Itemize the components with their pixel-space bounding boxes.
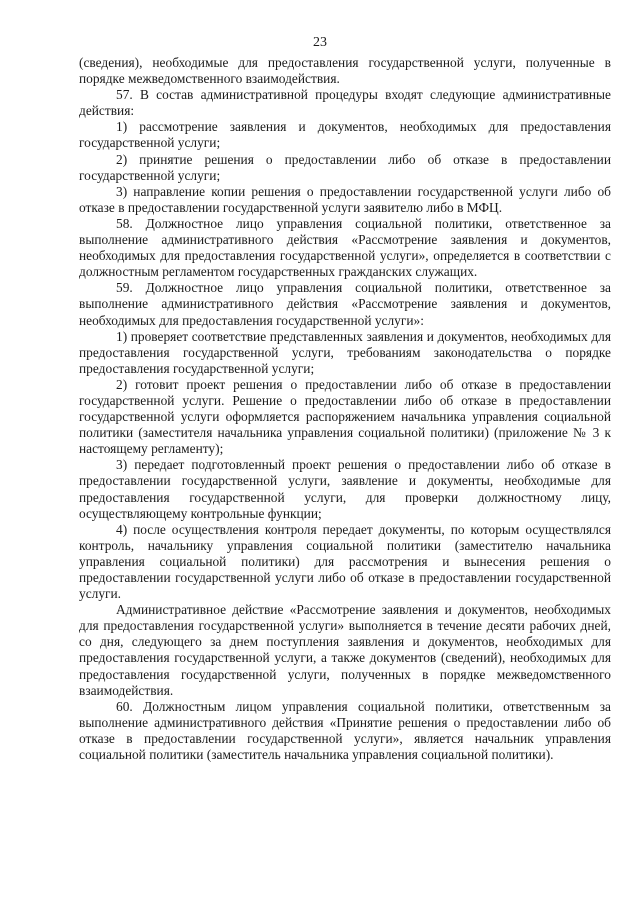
paragraph-59-item-4: 4) после осуществления контроля передает документы, по которым осуществлялся контроль, начальнику управления социальной политики (заместителю начальника управления социальной политики) для рассмотрения и вынесения решения о предоставлении государственной услуги либо об отказе в предоставлении государственной услуги. [79, 521, 611, 602]
paragraph-continuation: (сведения), необходимые для предоставления государственной услуги, полученные в порядке межведомственного взаимодействия. [79, 55, 611, 87]
paragraph-57-item-3: 3) направление копии решения о предоставлении государственной услуги либо об отказе в предоставлении государственной услуги заявителю либо в МФЦ. [79, 183, 611, 215]
paragraph-59: 59. Должностное лицо управления социальной политики, ответственное за выполнение административного действия «Рассмотрение заявления и документов, необходимых для предоставления государственной услуги»: [79, 280, 611, 328]
paragraph-59-timing: Административное действие «Рассмотрение заявления и документов, необходимых для предоставления государственной услуги» выполняется в течение десяти рабочих дней, со дня, следующего за днем поступления заявления и документов, необходимых для предоставления государственной услуги, а также документов (сведений), необходимых для предоставления государственной услуги, полученных в порядке межведомственного взаимодействия. [79, 602, 611, 698]
paragraph-59-item-2: 2) готовит проект решения о предоставлении либо об отказе в предоставлении государственной услуги. Решение о предоставлении либо об отказе в предоставлении государственной услуги оформляется распоряжением начальника управления социальной политики (заместителя начальника управления социальной политики) (приложение № 3 к настоящему регламенту); [79, 376, 611, 457]
page-number: 23 [313, 35, 327, 50]
paragraph-60: 60. Должностным лицом управления социальной политики, ответственным за выполнение административного действия «Принятие решения о предоставлении либо об отказе в предоставлении государственной услуги», является начальник управления социальной политики (заместитель начальника управления социальной политики). [79, 698, 611, 763]
paragraph-57-item-1: 1) рассмотрение заявления и документов, необходимых для предоставления государственной услуги; [79, 119, 611, 151]
paragraph-59-item-1: 1) проверяет соответствие представленных заявления и документов, необходимых для предоставления государственной услуги, требованиям законодательства о порядке предоставления государственной услуги; [79, 328, 611, 376]
document-body [79, 55, 611, 763]
paragraph-59-item-3: 3) передает подготовленный проект решения о предоставлении либо об отказе в предоставлении государственной услуги, заявление и документы, необходимые для предоставления государственной услуги, для проверки должностному лицу, осуществляющему контрольные функции; [79, 457, 611, 521]
paragraph-57-item-2: 2) принятие решения о предоставлении либо об отказе в предоставлении государственной услуги; [79, 151, 611, 183]
paragraph-57: 57. В состав административной процедуры входят следующие административные действия: [79, 87, 611, 119]
paragraph-58: 58. Должностное лицо управления социальной политики, ответственное за выполнение административного действия «Рассмотрение заявления и документов, необходимых для предоставления государственной услуги», определяется в соответствии с должностным регламентом государственных гражданских служащих. [79, 215, 611, 280]
